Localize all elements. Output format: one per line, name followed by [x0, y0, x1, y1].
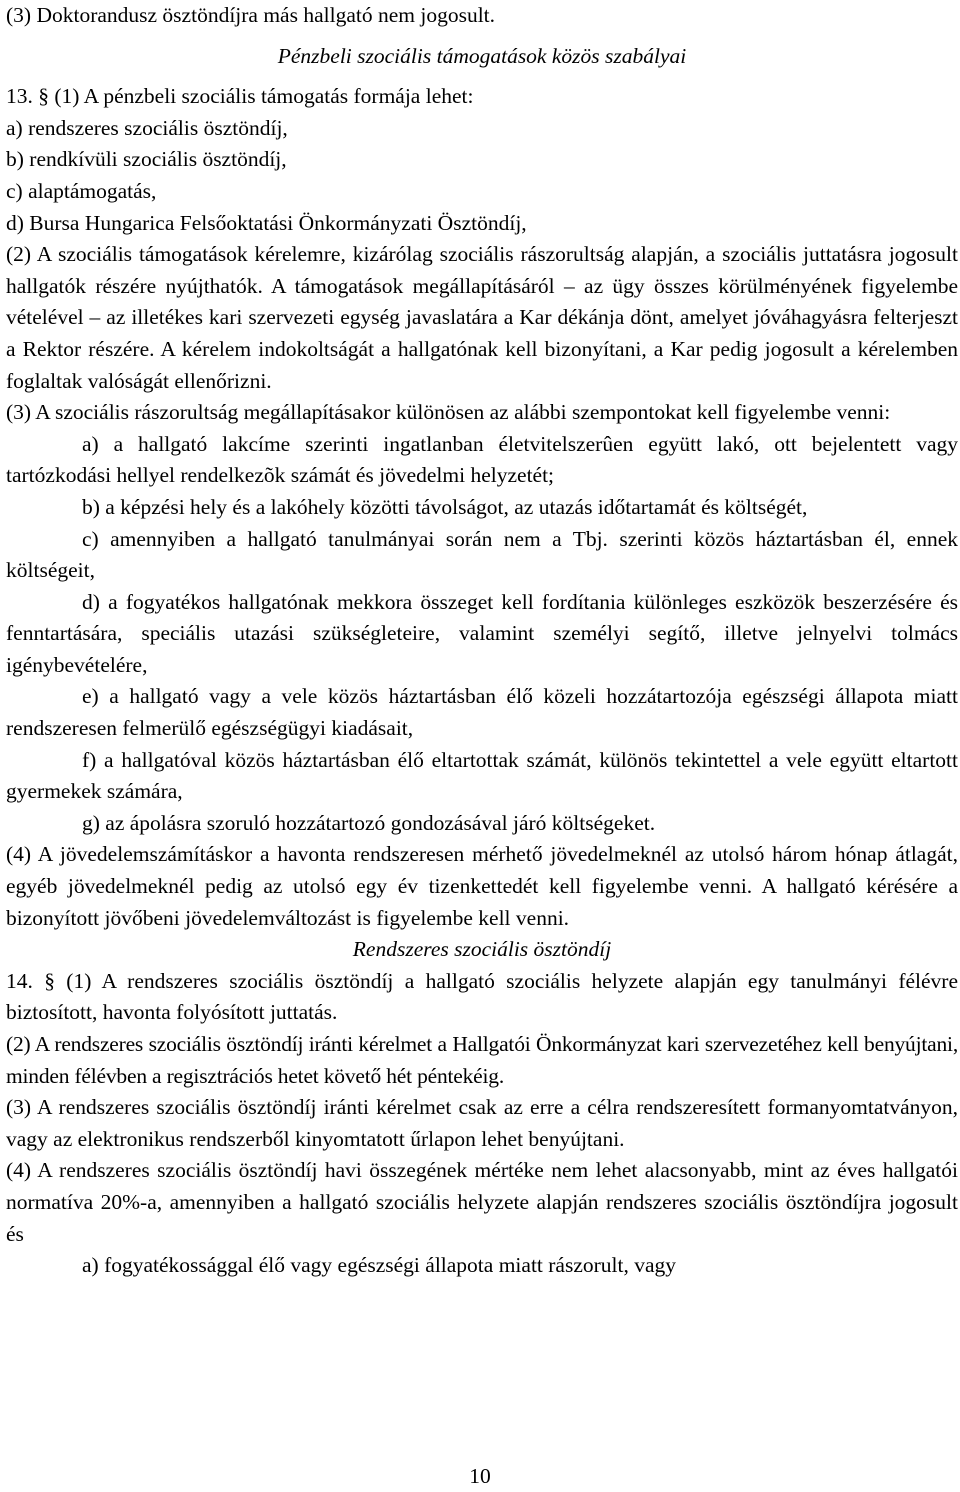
paragraph-13-2: (2) A szociális támogatások kérelemre, kizárólag szociális rászorultság alapján, a szociális juttatásra jogosult hallgatók részére nyújthatók. A támogatások megállapításáról – az ügy összes körülményének figyelembe vételével – az illetékes kari szervezeti egység javaslatára a Kar dékánja dönt, amelyet jóváhagyásra felterjeszt a Rektor részére. A kérelem indokoltságát a hallgatónak kell bizonyítani, a Kar pedig jogosult a kérelemben foglaltak valóságát ellenőrizni.	[6, 242, 958, 393]
paragraph-14-3: (3) A rendszeres szociális ösztöndíj iránti kérelmet csak az erre a célra rendszeresített formanyomtatványon, vagy az elektronikus rendszerből kinyomtatott űrlapon lehet benyújtani.	[6, 1095, 958, 1151]
list-item-13-a: a) rendszeres szociális ösztöndíj,	[6, 115, 288, 140]
paragraph-13-intro: 13. § (1) A pénzbeli szociális támogatás formája lehet:	[6, 84, 474, 109]
list-item-13-3-d: d) a fogyatékos hallgatónak mekkora összeget kell fordítania különleges eszközök beszerzésére és fenntartására, speciális utazási szükségleteire, valamint személyi segítő, illetve jelnyelvi tolmács igénybevételére,	[6, 589, 958, 677]
section-heading-penzbeli: Pénzbeli szociális támogatások közös szabályai	[277, 43, 687, 68]
paragraph-doktorandusz: (3) Doktorandusz ösztöndíjra más hallgató nem jogosult.	[6, 3, 496, 27]
page-number: 10	[469, 1464, 491, 1488]
list-item-13-3-f: f) a hallgatóval közös háztartásban élő eltartottak számát, különös tekintettel a vele együtt eltartott gyermekek számára,	[6, 747, 958, 804]
paragraph-14-4: (4) A rendszeres szociális ösztöndíj havi összegének mértéke nem lehet alacsonyabb, mint az éves hallgatói normatíva 20%-a, amennyiben a hallgató szociális helyzete alapján rendszeres szociális ösztöndíjra jogosult és	[6, 1158, 958, 1246]
list-item-13-d: d) Bursa Hungarica Felsőoktatási Önkormányzati Ösztöndíj,	[6, 210, 527, 235]
paragraph-14-2: (2) A rendszeres szociális ösztöndíj iránti kérelmet a Hallgatói Önkormányzat kari szervezetéhez kell benyújtani, minden félévben a regisztrációs hetet követő hét péntekéig.	[6, 1032, 958, 1088]
paragraph-13-4: (4) A jövedelemszámításkor a havonta rendszeresen mérhető jövedelmeknél az utolsó három hónap átlagát, egyéb jövedelmeknél pedig az utolsó egy év tizenkettedét kell figyelembe venni. A hallgató kérésére a bizonyított jövőbeni jövedelemváltozást is figyelembe kell venni.	[6, 842, 958, 930]
list-item-13-3-c: c) amennyiben a hallgató tanulmányai során nem a Tbj. szerinti közös háztartásban él, ennek költségeit,	[6, 526, 958, 583]
section-heading-rendszeres: Rendszeres szociális ösztöndíj	[352, 937, 612, 962]
list-item-13-3-a: a) a hallgató lakcíme szerinti ingatlanban életvitelszerûen együtt lakó, ott bejelentett vagy tartózkodási hellyel rendelkezõk számát és jövedelmi helyzetét;	[6, 431, 958, 488]
list-item-13-3-g: g) az ápolásra szoruló hozzátartozó gondozásával járó költségeket.	[82, 810, 656, 835]
list-item-13-b: b) rendkívüli szociális ösztöndíj,	[6, 147, 287, 172]
list-item-13-3-b: b) a képzési hely és a lakóhely közötti távolságot, az utazás időtartamát és költségét,	[82, 494, 808, 519]
paragraph-14-1: 14. § (1) A rendszeres szociális ösztöndíj a hallgató szociális helyzete alapján egy tanulmányi félévre biztosított, havonta folyósított juttatás.	[6, 968, 958, 1025]
list-item-14-4-a: a) fogyatékossággal élő vagy egészségi állapota miatt rászorult, vagy	[82, 1253, 677, 1278]
document-page	[6, 0, 958, 1282]
list-item-13-3-e: e) a hallgató vagy a vele közös háztartásban élő közeli hozzátartozója egészségi állapota miatt rendszeresen felmerülő egészségügyi kiadásait,	[6, 684, 958, 741]
paragraph-13-3: (3) A szociális rászorultság megállapításakor különösen az alábbi szempontokat kell figyelembe venni:	[6, 400, 891, 425]
list-item-13-c: c) alaptámogatás,	[6, 178, 157, 203]
